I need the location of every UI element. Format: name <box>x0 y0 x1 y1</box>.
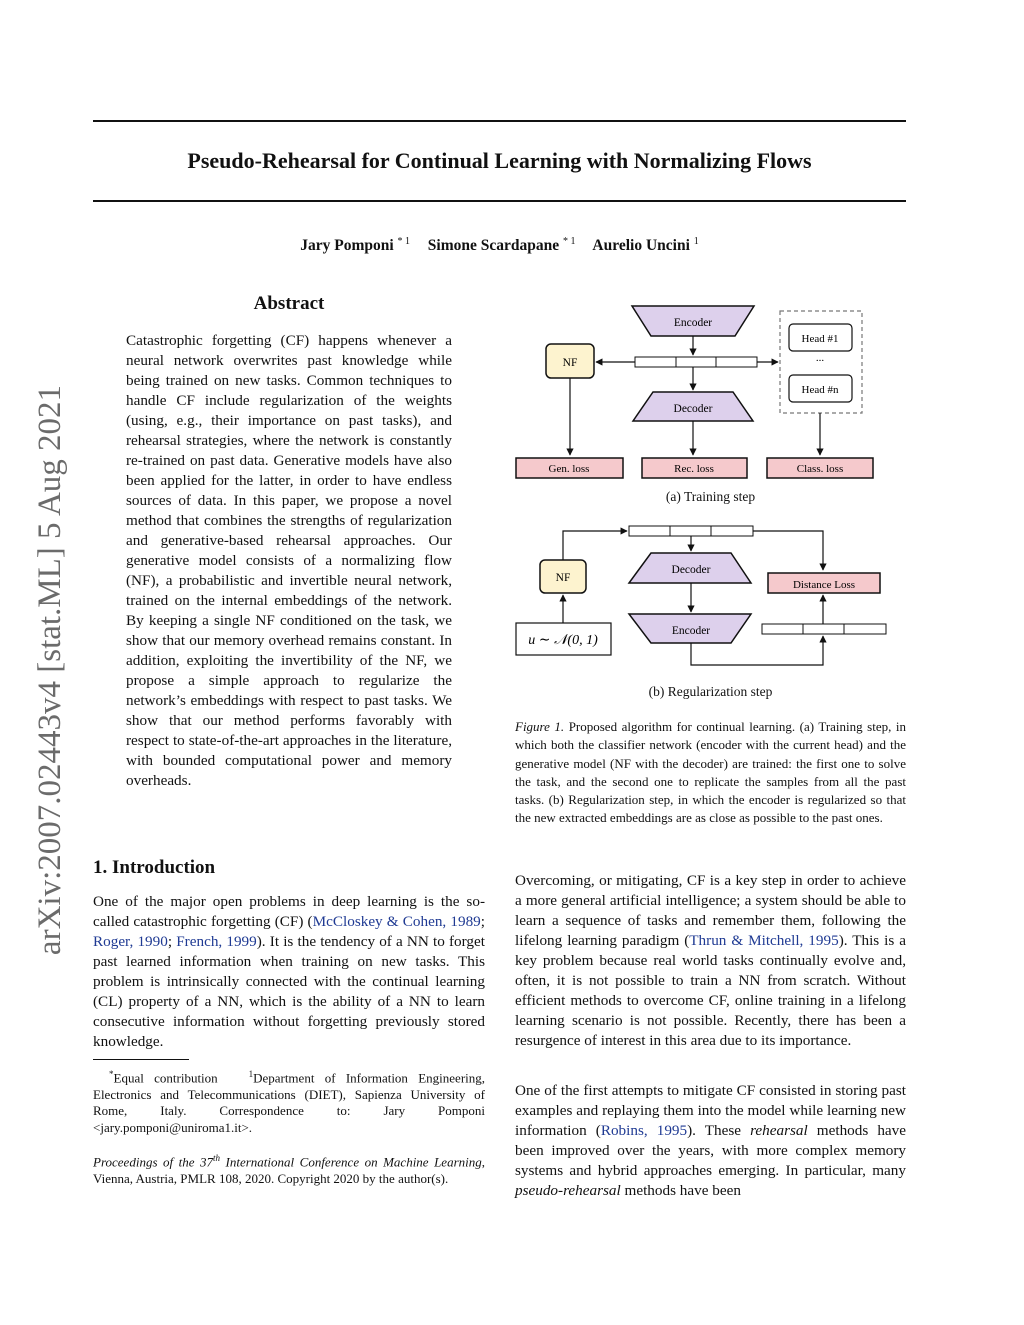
heads-ellipsis: ... <box>815 352 825 364</box>
footnote-marker: 1 <box>248 1069 254 1079</box>
author-affiliation-mark: 1 <box>693 236 699 247</box>
footnote-marker: * <box>109 1069 114 1079</box>
intro-paragraph-2 <box>515 871 906 1051</box>
rec-loss-label: Rec. loss <box>674 463 714 475</box>
top-rule <box>93 120 906 122</box>
encoded-embedding-vector <box>762 624 886 634</box>
paragraph-text: ). It is the tendency of a NN to forget past learned information when training on new tasks. This problem is intrinsically connected with the continual learning (CL) property of a NN, which is the ability of a NN to learn consecutive information without forgetting previously stored knowledge. <box>93 933 485 1050</box>
figure-label: Figure 1. <box>515 719 565 734</box>
decoder-label: Decoder <box>671 564 711 576</box>
subcaption-training-step: (a) Training step <box>665 489 756 504</box>
citation-link[interactable]: Thrun & Mitchell, 1995 <box>689 932 839 949</box>
proceedings-footnote <box>93 1150 485 1187</box>
author-affiliation-mark: * 1 <box>563 236 576 247</box>
footnote-text: Equal contribution <box>113 1070 218 1086</box>
citation-link[interactable]: French, 1999 <box>176 933 257 950</box>
paragraph-text: ). These <box>687 1122 751 1139</box>
citation-link[interactable]: Robins, 1995 <box>600 1122 688 1139</box>
paper-title: Pseudo-Rehearsal for Continual Learning with Normalizing Flows <box>187 148 812 173</box>
encoder-label: Encoder <box>673 317 713 329</box>
citation-link[interactable]: McCloskey & Cohen, 1989 <box>312 913 481 930</box>
abstract-text: Catastrophic forgetting (CF) happens whenever a neural network overwrites past knowledge while being trained on new tasks. Common techniques to handle CF include regularization of the weights (using, e.g., their importance on past tasks), and rehearsal strategies, where the network is constantly re-trained on past data. Generative models have also been applied for the latter, in order to have endless sources of data. In this paper, we propose a novel method that combines the strengths of regularization and generative-based rehearsal approaches. Our generative model consists of a normalizing flow (NF), a probabilistic and invertible neural network, trained on the internal embeddings of the network. By keeping a single NF conditioned on the task, we show that our memory overhead remains constant. In addition, exploiting the invertibility of the NF, we propose a simple approach to regularize the network’s embeddings with respect to past tasks. We show that our method performs favorably with respect to state-of-the-art approaches in the literature, with bounded computational power and memory overheads. <box>126 332 452 789</box>
head-1-label: Head #1 <box>801 333 839 345</box>
noise-distribution-label: u ∼ 𝒩(0, 1) <box>528 633 598 648</box>
flow-arrow <box>753 531 823 570</box>
proceedings-text: International Conference on Machine Learning <box>220 1154 482 1170</box>
figure-caption <box>515 718 906 828</box>
paragraph-text: ; <box>480 913 485 930</box>
paragraph-text: methods have been <box>620 1182 741 1199</box>
head-n-label: Head #n <box>801 384 839 396</box>
sampled-embedding-vector <box>629 526 753 536</box>
paragraph-text: methods have been improved over the years, with more complex memory systems and hybrid approaches emerging. In particular, many <box>515 1122 906 1179</box>
paragraph-text: ). This is a key problem because real world tasks continually evolve and, often, it is not possible to train a NN from scratch. Without efficient methods to overcome CF, online training in a lifelong learning scenario is not possible. Recently, there has been a resurgence of interest in this area due to its importance. <box>515 932 906 1049</box>
subcaption-regularization-step: (b) Regularization step <box>648 684 773 699</box>
nf-label: NF <box>562 357 578 369</box>
intro-paragraph-1 <box>93 892 485 1052</box>
distance-loss-label: Distance Loss <box>792 579 856 591</box>
paragraph-text: One of the major open problems in deep learning is the so-called catastrophic forgetting (CF) ( <box>93 893 485 930</box>
nf-label: NF <box>555 572 571 584</box>
intro-paragraph-3 <box>515 1081 906 1201</box>
decoder-label: Decoder <box>673 403 713 415</box>
paragraph-text: ; <box>167 933 177 950</box>
author-name: Simone Scardapane <box>427 237 560 255</box>
embedding-vector <box>635 357 757 367</box>
title-bottom-rule <box>93 200 906 202</box>
class-loss-label: Class. loss <box>796 463 844 475</box>
proceedings-text: Proceedings of the <box>93 1154 201 1170</box>
paragraph-text: One of the first attempts to mitigate CF consisted in storing past examples and replaying them into the model while learning new information ( <box>515 1082 906 1139</box>
author-affiliation-mark: * 1 <box>397 236 411 247</box>
abstract-heading: Abstract <box>253 293 325 314</box>
author-name: Jary Pomponi <box>300 237 394 255</box>
gen-loss-label: Gen. loss <box>548 463 590 475</box>
caption-text: Proposed algorithm for continual learning. (a) Training step, in which both the classifier network (encoder with the current head) and the generative model (NF with the decoder) are trained: the first one to solve the task, and the second one to replicate the samples from all the past tasks. (b) Regularization step, in which the encoder is regularized so that the new extracted embeddings are as close as possible to the past ones. <box>515 719 906 826</box>
citation-link[interactable]: Roger, 1990 <box>93 933 168 950</box>
footnote-text: Department of Information Engineering, Electronics and Telecommunications (DIET), Sapienza University of Rome, Italy. Correspondence to: Jary Pomponi <jary.pomponi@uniroma1.it>. <box>93 1070 486 1135</box>
author-list <box>93 236 906 255</box>
flow-arrow <box>563 531 627 560</box>
proceedings-number: 37 <box>200 1154 214 1170</box>
proceedings-superscript: th <box>213 1153 221 1163</box>
encoder-label: Encoder <box>671 625 711 637</box>
section-heading-introduction: 1. Introduction <box>93 857 216 878</box>
emphasis-text: pseudo-rehearsal <box>515 1182 621 1199</box>
emphasis-text: rehearsal <box>750 1122 808 1139</box>
footnote-rule <box>93 1059 189 1060</box>
proceedings-text: , Vienna, Austria, PMLR 108, 2020. Copyright 2020 by the author(s). <box>93 1154 485 1186</box>
affiliation-footnote <box>93 1066 485 1136</box>
author-name: Aurelio Uncini <box>592 237 690 255</box>
paragraph-text: Overcoming, or mitigating, CF is a key step in order to achieve a more general artificial intelligence; a system should be able to learn a sequence of tasks and remember them, following the lifelong learning paradigm ( <box>515 872 906 949</box>
arxiv-stamp: arXiv:2007.02443v4 [stat.ML] 5 Aug 2021 <box>32 384 68 956</box>
